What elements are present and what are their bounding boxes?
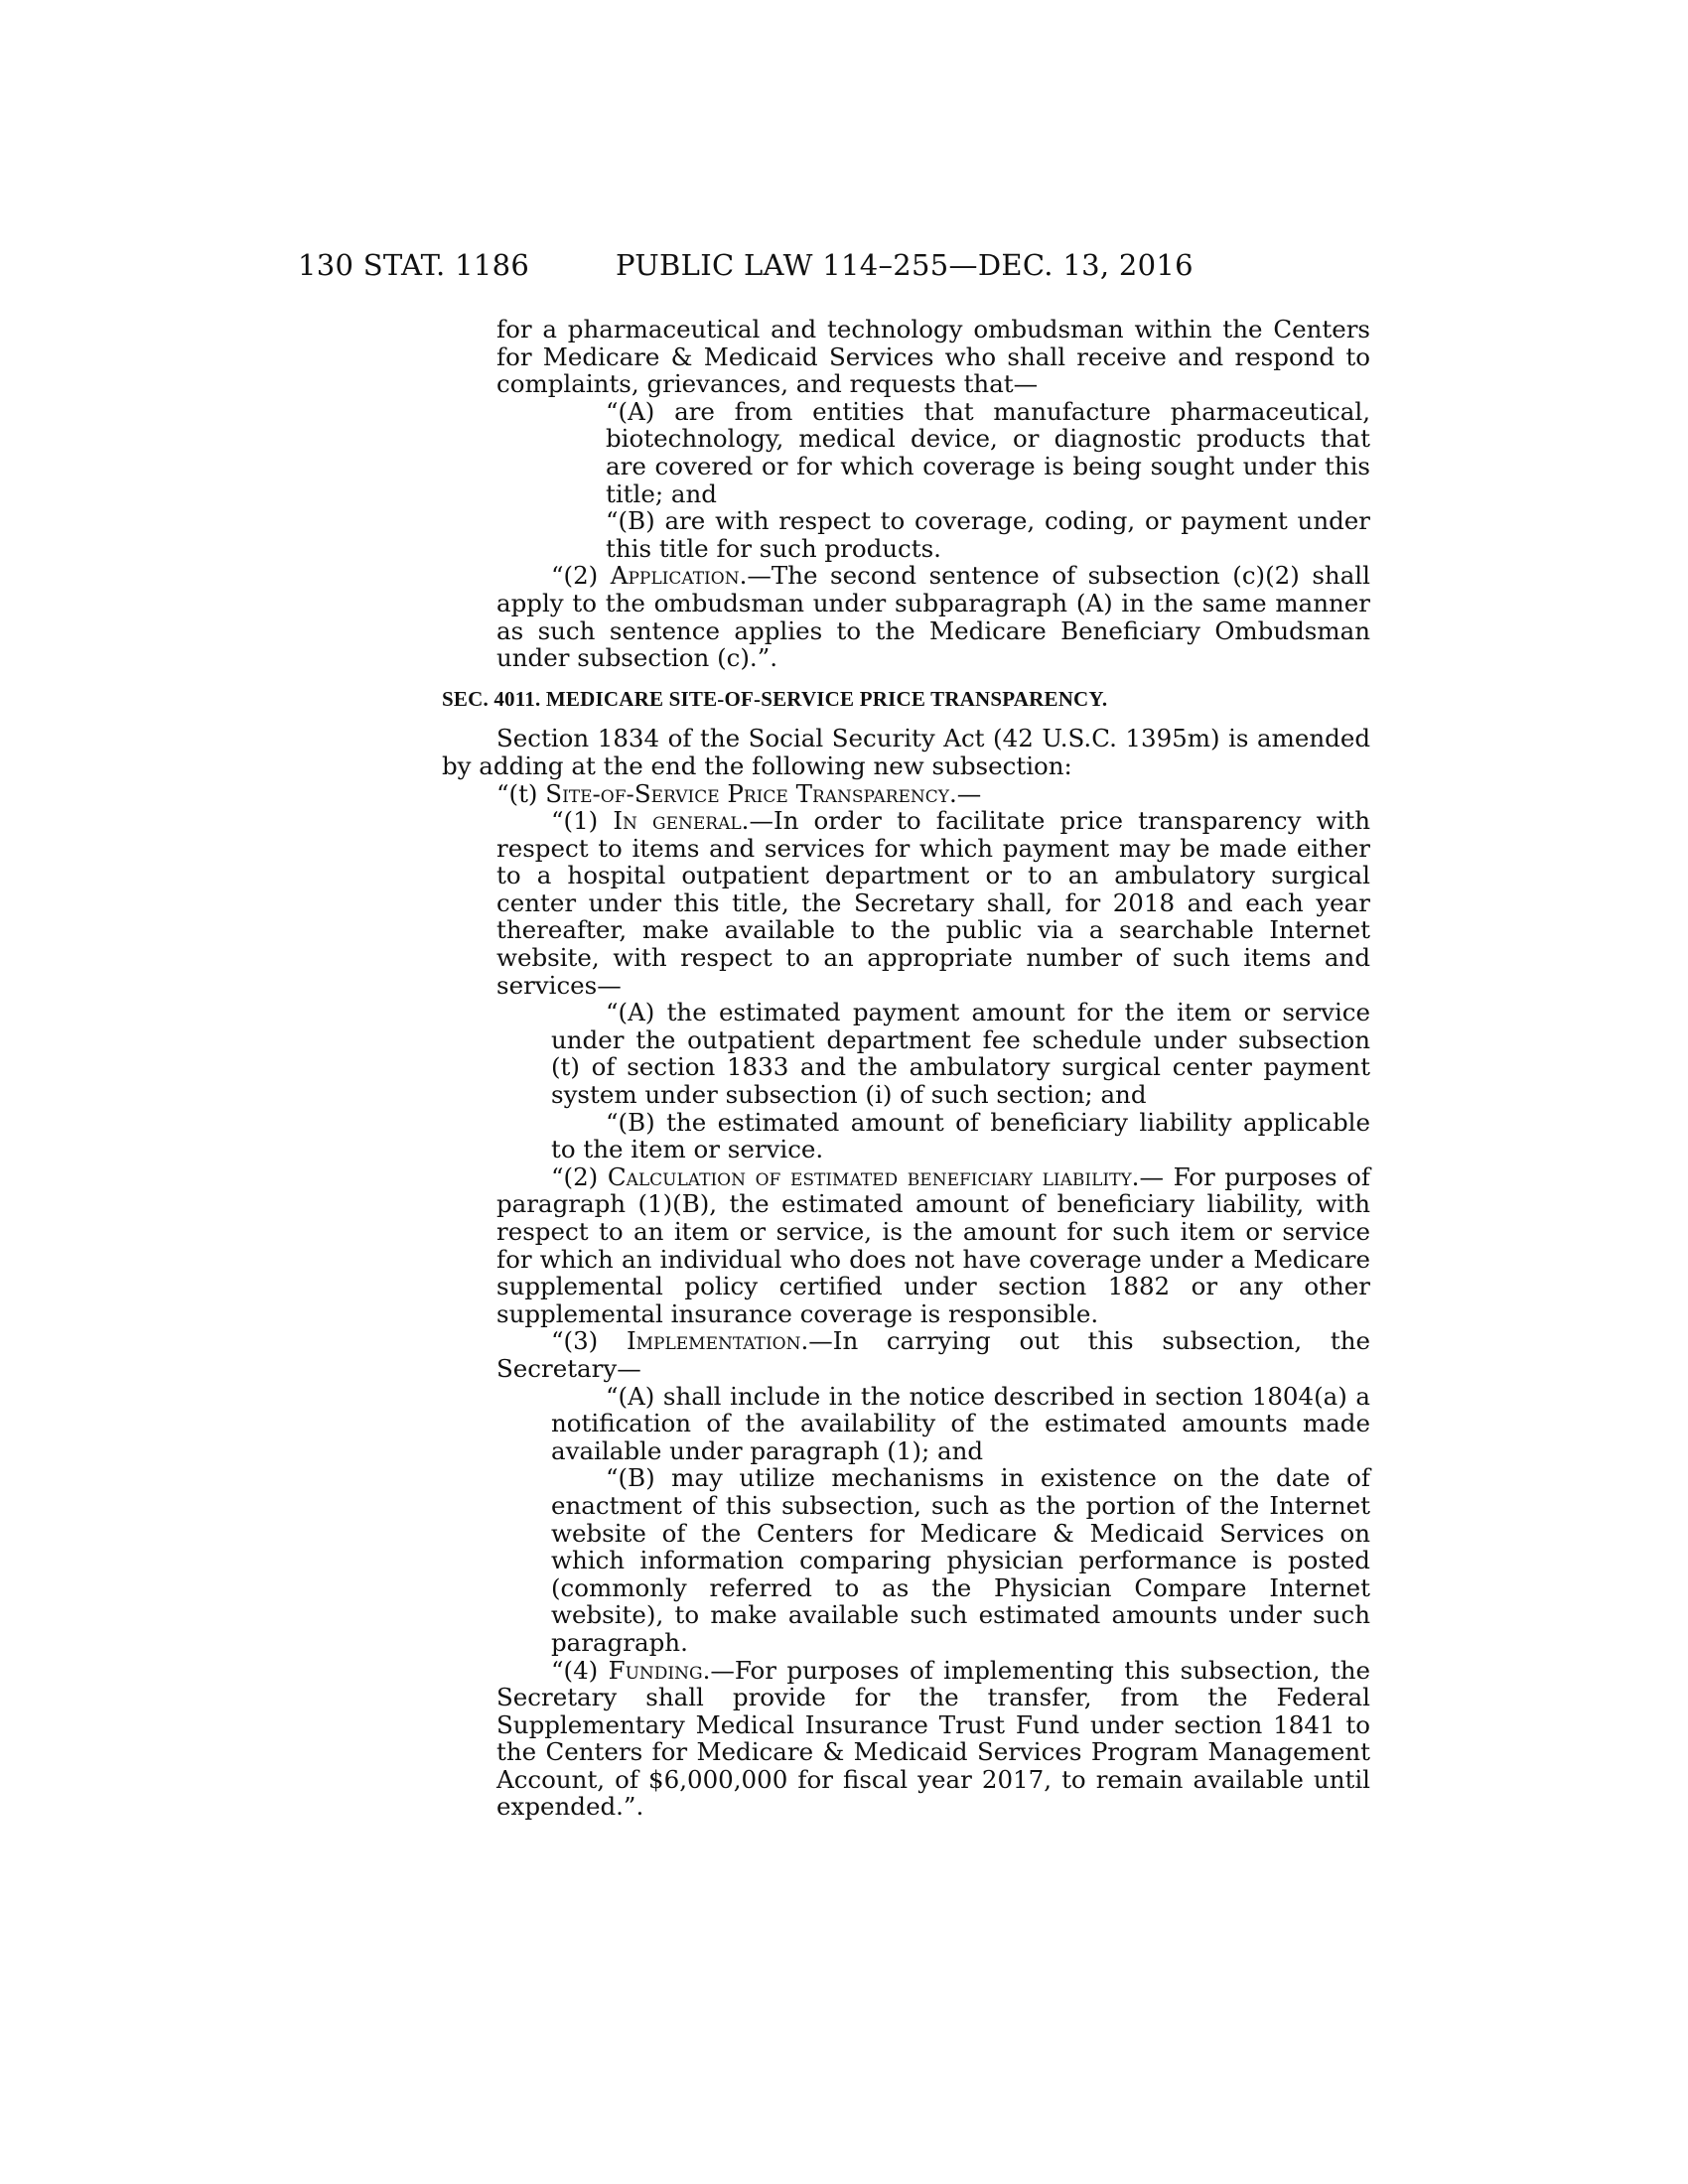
paragraph-4-heading: Funding bbox=[608, 1655, 703, 1685]
paragraph-2-number: “(2) bbox=[551, 1161, 608, 1191]
paragraph-application-heading: Application bbox=[610, 561, 740, 591]
paragraph-3-number: “(3) bbox=[551, 1326, 627, 1356]
continuation-paragraph: for a pharmaceutical and technology ombudsman within the Centers for Medicare & Medicaid Services who shall receive and respond to complaints, grievances, and requests that— bbox=[496, 315, 1370, 399]
subparagraph-a-text: “(A) are from entities that manufacture pharmaceutical, biotechnology, medical device, or diagnostic products that are covered or for which coverage is being sought under this title; and bbox=[606, 396, 1370, 508]
paragraph-3-text: .—In carrying out this subsection, the Secretary— bbox=[496, 1326, 1370, 1383]
subparagraph-b bbox=[606, 507, 1370, 562]
paragraph-1-subparagraph-a: “(A) the estimated payment amount for the item or service under the outpatient department fee schedule under subsection (t) of section 1833 and the ambulatory surgical center payment system under subsection (i) of such section; and bbox=[551, 998, 1370, 1110]
subsection-t-title: Site-of-Service Price Transparency bbox=[545, 778, 950, 808]
page-header bbox=[0, 248, 1688, 288]
paragraph-1-text: .—In order to facilitate price transparency with respect to items and services for which payment may be made either to a hospital outpatient department or to an ambulatory surgical center under this title, the Secretary shall, for 2018 and each year thereafter, make available to the public via a searchable Internet website, with respect to an appropriate number of such items and services— bbox=[496, 806, 1370, 1000]
paragraph-1-subparagraph-b: “(B) the estimated amount of beneficiary liability applicable to the item or service. bbox=[551, 1107, 1370, 1164]
paragraph-2-text: .— For purposes of paragraph (1)(B), the estimated amount of beneficiary liability, with respect to an item or service, is the amount for such item or service for which an individual who does not have coverage under a Medicare supplemental policy certified under section 1882 or any other supplemental insurance coverage is responsible. bbox=[496, 1161, 1370, 1328]
subparagraph-a bbox=[606, 398, 1370, 507]
paragraph-4-text: .—For purposes of implementing this subsection, the Secretary shall provide for the transfer, from the Federal Supplementary Medical Insurance Trust Fund under section 1841 to the Centers for Medicare & Medicaid Services Program Management Account, of $6,000,000 for fiscal year 2017, to remain available until expended.”. bbox=[496, 1655, 1370, 1822]
paragraph-2-heading: Calculation of estimated beneficiary liability bbox=[607, 1161, 1132, 1191]
subparagraph-b-text: “(B) are with respect to coverage, coding, or payment under this title for such products. bbox=[606, 506, 1370, 563]
paragraph-3 bbox=[496, 1327, 1370, 1382]
statute-page-reference: 130 STAT. 1186 bbox=[298, 248, 530, 282]
paragraph-3-subparagraph-a: “(A) shall include in the notice described in section 1804(a) a notification of the availability of the estimated amounts made available under paragraph (1); and bbox=[551, 1381, 1370, 1465]
subsection-t-dash: .— bbox=[949, 778, 982, 808]
paragraph-application bbox=[496, 562, 1370, 671]
paragraph-2 bbox=[496, 1163, 1370, 1328]
paragraph-4 bbox=[496, 1657, 1370, 1822]
paragraph-3-heading: Implementation bbox=[626, 1326, 801, 1356]
paragraph-1-number: “(1) bbox=[551, 806, 614, 836]
paragraph-application-text: .—The second sentence of subsection (c)(2) shall apply to the ombudsman under subparagraph (A) in the same manner as such sentence applies to the Medicare Beneficiary Ombudsman under subsection (c).”. bbox=[496, 561, 1370, 673]
page-body bbox=[442, 315, 1370, 1822]
paragraph-application-number: “(2) bbox=[551, 561, 611, 591]
paragraph-1-heading: In general bbox=[613, 806, 742, 836]
paragraph-3-subparagraph-b: “(B) may utilize mechanisms in existence on the date of enactment of this subsection, such as the portion of the Internet website of the Centers for Medicare & Medicaid Services on which information comparing physician performance is posted (commonly referred to as the Physician Compare Internet website), to make available such estimated amounts under such paragraph. bbox=[551, 1463, 1370, 1657]
paragraph-4-number: “(4) bbox=[551, 1655, 609, 1685]
subsection-t-number: “(t) bbox=[496, 778, 546, 808]
subsection-t-heading bbox=[496, 780, 1370, 808]
paragraph-1 bbox=[496, 807, 1370, 999]
section-heading: SEC. 4011. MEDICARE SITE-OF-SERVICE PRICE TRANSPARENCY. bbox=[442, 686, 1108, 711]
section-intro: Section 1834 of the Social Security Act (42 U.S.C. 1395m) is amended by adding at the end the following new subsection: bbox=[442, 724, 1370, 780]
running-title: PUBLIC LAW 114–255—DEC. 13, 2016 bbox=[616, 248, 1194, 282]
